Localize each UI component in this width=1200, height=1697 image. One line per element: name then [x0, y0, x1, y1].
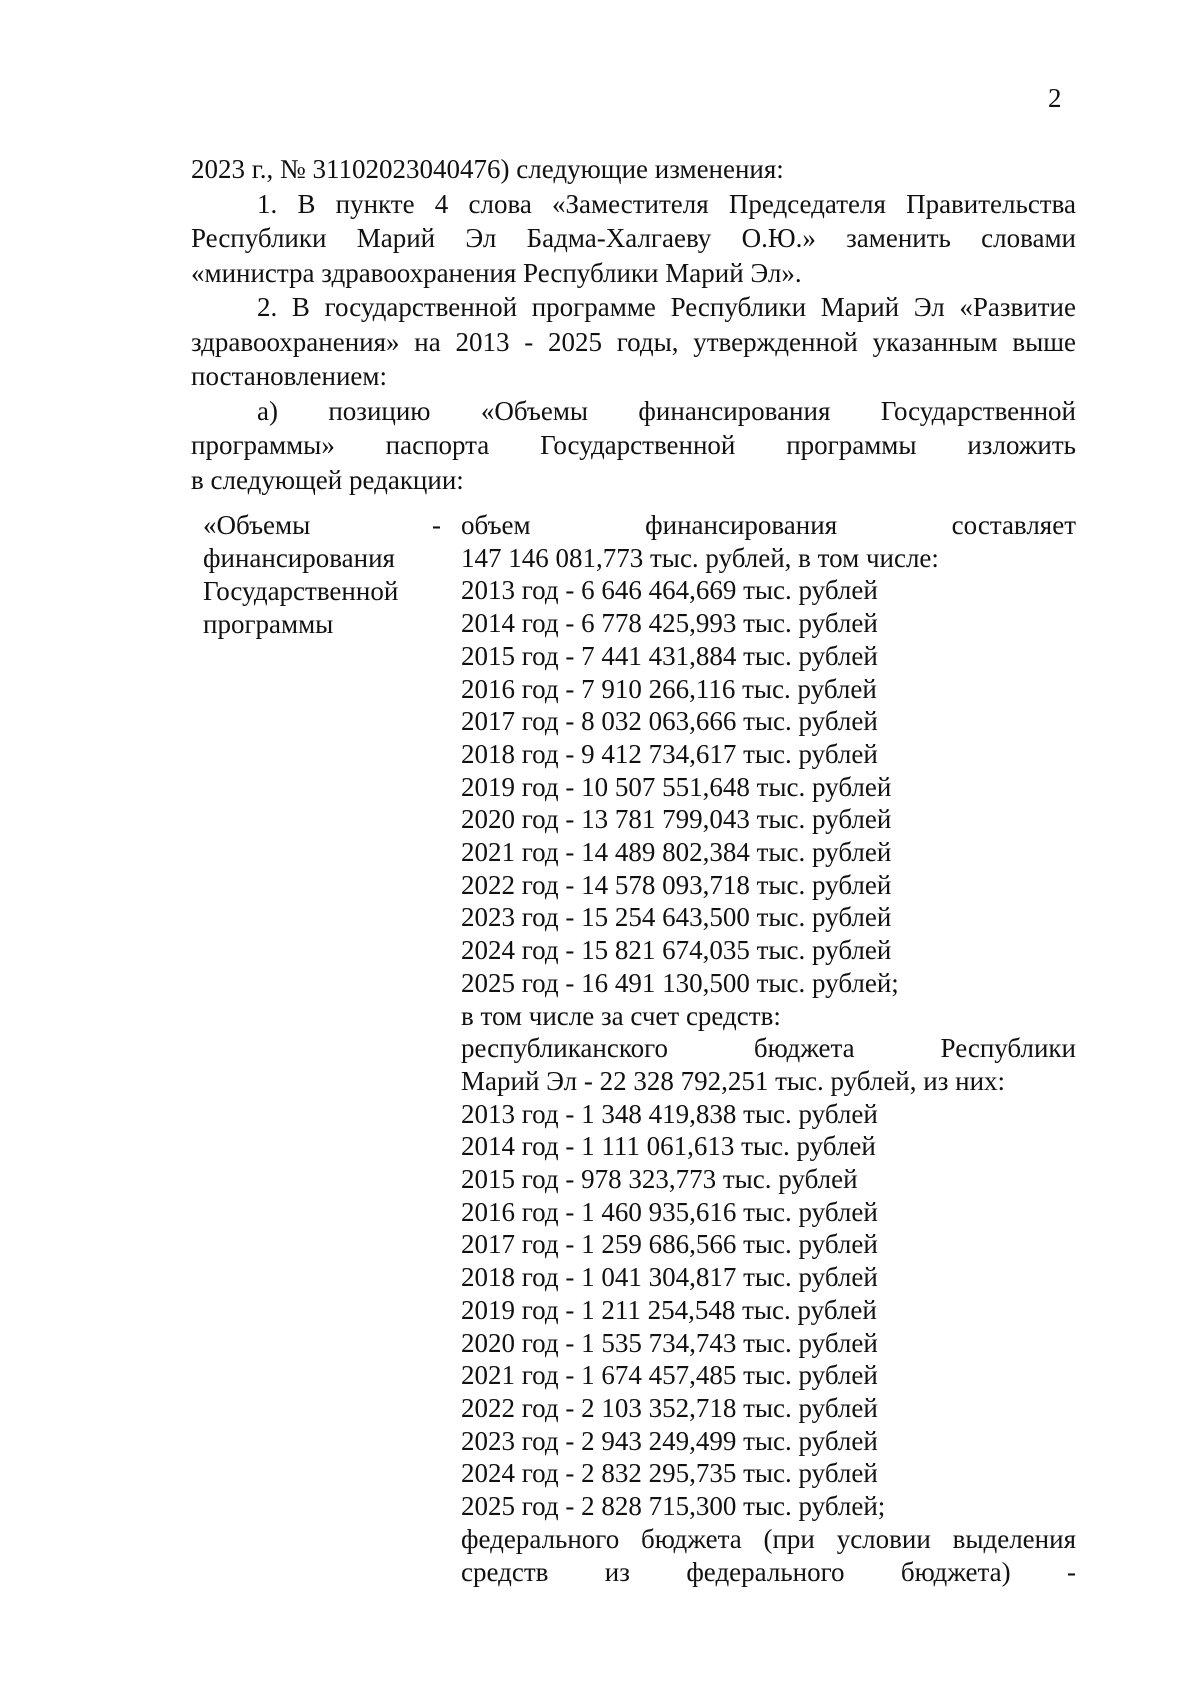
total-year-row: 2025 год - 16 491 130,500 тыс. рублей;: [461, 967, 899, 998]
item-2-line: здравоохранения» на 2013 - 2025 годы, утвержденной указанным выше: [191, 326, 1076, 357]
regional-year-row: 2022 год - 2 103 352,718 тыс. рублей: [461, 1392, 878, 1423]
regional-budget-amount: Марий Эл - 22 328 792,251 тыс. рублей, из них:: [461, 1065, 1006, 1096]
subitem-a-line: программы» паспорта Государственной программы изложить: [191, 430, 1076, 460]
regional-year-row: 2014 год - 1 111 061,613 тыс. рублей: [461, 1131, 876, 1162]
item-2-paragraph: [191, 290, 1076, 394]
item-1-line: 1. В пункте 4 слова «Заместителя Председателя Правительства: [257, 188, 1076, 219]
position-label-line: Государственной: [203, 576, 399, 606]
total-year-row: 2023 год - 15 254 643,500 тыс. рублей: [461, 902, 892, 933]
subitem-a-line: в следующей редакции:: [191, 464, 464, 495]
total-years-list: [461, 574, 1076, 999]
total-year-row: 2021 год - 14 489 802,384 тыс. рублей: [461, 837, 892, 868]
total-year-row: 2015 год - 7 441 431,884 тыс. рублей: [461, 640, 878, 671]
regional-year-row: 2020 год - 1 535 734,743 тыс. рублей: [461, 1327, 878, 1358]
position-label-line: финансирования: [203, 543, 395, 573]
total-year-row: 2018 год - 9 412 734,617 тыс. рублей: [461, 738, 878, 769]
item-2-line: постановлением:: [191, 361, 387, 391]
item-2-line: 2. В государственной программе Республики Марий Эл «Развитие: [257, 292, 1076, 322]
federal-budget-line: федерального бюджета (при условии выделения: [461, 1523, 1076, 1554]
document-body: [191, 152, 1076, 497]
total-funding-line: объем финансирования составляет: [461, 510, 1076, 540]
regional-year-row: 2018 год - 1 041 304,817 тыс. рублей: [461, 1262, 878, 1293]
total-funding-amount: 147 146 081,773 тыс. рублей, в том числе:: [461, 542, 939, 573]
subitem-a-line: а) позицию «Объемы финансирования Государственной: [257, 395, 1076, 426]
page-number: 2: [1048, 83, 1062, 113]
item-1-paragraph: [191, 187, 1076, 291]
regional-year-row: 2023 год - 2 943 249,499 тыс. рублей: [461, 1425, 878, 1456]
position-content: [461, 509, 1076, 1588]
subitem-a-paragraph: [191, 394, 1076, 498]
regional-year-row: 2015 год - 978 323,773 тыс. рублей: [461, 1164, 858, 1195]
intro-line: 2023 г., № 31102023040476) следующие изменения:: [191, 154, 784, 184]
item-1-line: «министра здравоохранения Республики Марий Эл».: [191, 257, 802, 288]
sources-intro: в том числе за счет средств:: [461, 1000, 781, 1031]
regional-year-row: 2021 год - 1 674 457,485 тыс. рублей: [461, 1360, 878, 1391]
position-label-line: «Объемы: [203, 510, 311, 540]
total-year-row: 2020 год - 13 781 799,043 тыс. рублей: [461, 804, 892, 835]
regional-year-row: 2019 год - 1 211 254,548 тыс. рублей: [461, 1294, 877, 1325]
item-1-line: Республики Марий Эл Бадма-Халгаеву О.Ю.» заменить словами: [191, 223, 1076, 253]
total-year-row: 2013 год - 6 646 464,669 тыс. рублей: [461, 575, 878, 606]
regional-year-row: 2017 год - 1 259 686,566 тыс. рублей: [461, 1229, 878, 1260]
total-year-row: 2022 год - 14 578 093,718 тыс. рублей: [461, 869, 892, 900]
position-label-line: программы: [203, 609, 334, 639]
regional-year-row: 2013 год - 1 348 419,838 тыс. рублей: [461, 1098, 878, 1129]
regional-year-row: 2025 год - 2 828 715,300 тыс. рублей;: [461, 1491, 886, 1522]
total-year-row: 2014 год - 6 778 425,993 тыс. рублей: [461, 608, 878, 639]
position-dash: -: [432, 510, 441, 540]
total-year-row: 2019 год - 10 507 551,648 тыс. рублей: [461, 771, 892, 802]
federal-budget-line: средств из федерального бюджета) -: [461, 1556, 1076, 1587]
position-label: [203, 509, 423, 641]
regional-budget-line: республиканского бюджета Республики: [461, 1033, 1076, 1064]
total-year-row: 2017 год - 8 032 063,666 тыс. рублей: [461, 706, 878, 737]
regional-year-row: 2024 год - 2 832 295,735 тыс. рублей: [461, 1458, 878, 1489]
total-year-row: 2024 год - 15 821 674,035 тыс. рублей: [461, 935, 892, 966]
regional-year-row: 2016 год - 1 460 935,616 тыс. рублей: [461, 1196, 878, 1227]
regional-years-list: [461, 1098, 1076, 1523]
total-year-row: 2016 год - 7 910 266,116 тыс. рублей: [461, 673, 877, 704]
